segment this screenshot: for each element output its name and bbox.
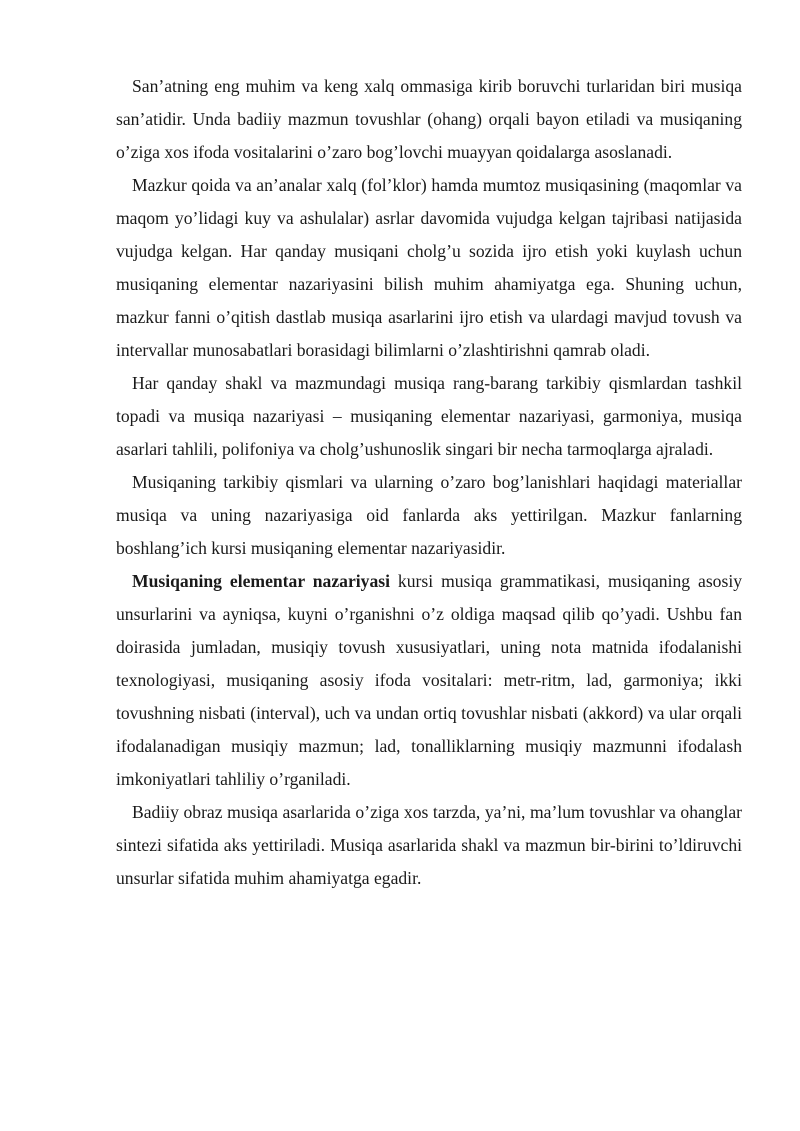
paragraph-elementary-theory — [116, 565, 742, 796]
bold-term: Musiqaning elementar nazariyasi — [132, 571, 390, 591]
paragraph-theory-branches: Har qanday shakl va mazmundagi musiqa rang-barang tarkibiy qismlardan tashkil topadi va musiqa nazariyasi – musiqaning elementar nazariyasi, garmoniya, musiqa asarlari tahlili, polifoniya va cholg’ushunoslik singari bir necha tarmoqlarga ajraladi. — [116, 373, 742, 459]
paragraph-traditions: Mazkur qoida va an’analar xalq (fol’klor) hamda mumtoz musiqasining (maqomlar va maqom yo’lidagi kuy va ashulalar) asrlar davomida vujudga kelgan tajribasi natijasida vujudga kelgan. Har qanday musiqani cholg’u sozida ijro etish yoki kuylash uchun musiqaning elementar nazariyasini bilish muhim ahamiyatga ega. Shuning uchun, mazkur fanni o’qitish dastlab musiqa asarlarini ijro etish va ulardagi mavjud tovush va intervallar munosabatlari borasidagi bilimlarni o’zlashtirishni qamrab oladi. — [116, 175, 742, 360]
paragraph-intro: San’atning eng muhim va keng xalq ommasiga kirib boruvchi turlaridan biri musiqa san’atidir. Unda badiiy mazmun tovushlar (ohang) orqali bayon etiladi va musiqaning o’ziga xos ifoda vositalarini o’zaro bog’lovchi muayyan qoidalarga asoslanadi. — [116, 76, 742, 162]
document-page — [116, 70, 742, 895]
paragraph-elementary-theory-text: kursi musiqa grammatikasi, musiqaning asosiy unsurlarini va ayniqsa, kuyni o’rganishni o’z oldiga maqsad qilib qo’yadi. Ushbu fan doirasida jumladan, musiqiy tovush xususiyatlari, uning nota matnida ifodalanishi texnologiyasi, musiqaning asosiy ifoda vositalari: metr-ritm, lad, garmoniya; ikki tovushning nisbati (interval), uch va undan ortiq tovushlar nisbati (akkord) va ular orqali ifodalanadigan musiqiy mazmun; lad, tonalliklarning musiqiy mazmunni ifodalash imkoniyatlari tahliliy o’rganiladi. — [116, 571, 742, 789]
paragraph-components: Musiqaning tarkibiy qismlari va ularning o’zaro bog’lanishlari haqidagi materiallar musiqa va uning nazariyasiga oid fanlarda aks yettirilgan. Mazkur fanlarning boshlang’ich kursi musiqaning elementar nazariyasidir. — [116, 472, 742, 558]
paragraph-artistic-image: Badiiy obraz musiqa asarlarida o’ziga xos tarzda, ya’ni, ma’lum tovushlar va ohanglar sintezi sifatida aks yettiriladi. Musiqa asarlarida shakl va mazmun bir-birini to’ldiruvchi unsurlar sifatida muhim ahamiyatga egadir. — [116, 802, 742, 888]
